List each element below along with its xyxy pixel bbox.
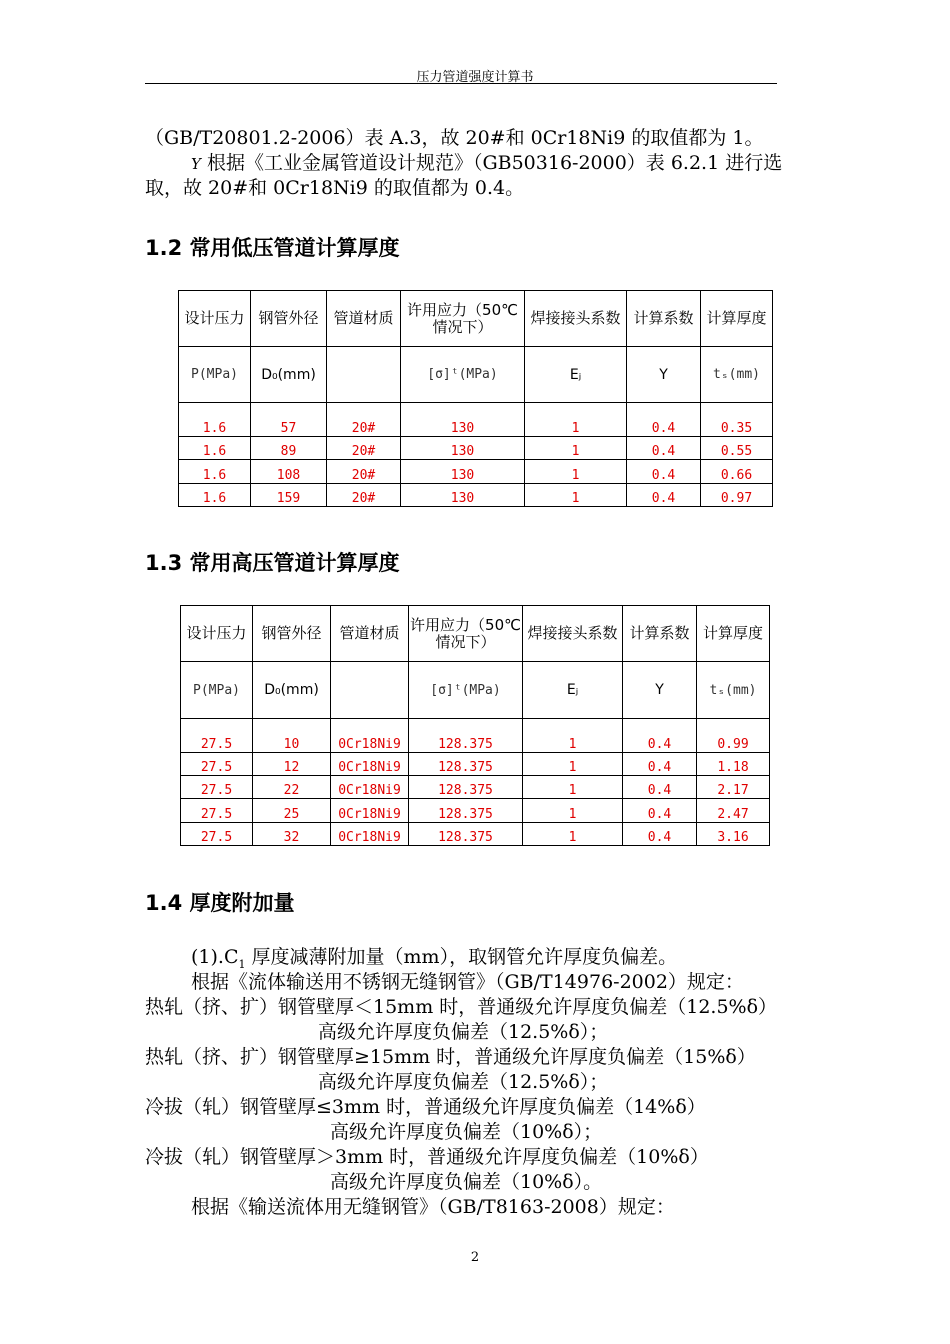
table-row [181,823,770,846]
cell: 3.16 [697,823,770,846]
table-row [181,776,770,799]
y-symbol: Y [191,155,201,173]
page-header-title: 压力管道强度计算书 [416,70,534,85]
cell: 130 [401,437,525,460]
cell: 20# [327,437,401,460]
table-row [181,799,770,823]
cell: 89 [251,437,327,460]
section-1-3-heading: 1.3 常用高压管道计算厚度 [145,551,400,575]
cell: 159 [251,484,327,507]
unit-diameter: D₀(mm) [253,662,331,719]
cell: 0.4 [623,719,697,753]
cell: 1 [525,484,627,507]
col-header-stress-line-2: 情况下） [432,317,493,336]
intro-line-2-text: 根据《工业金属管道设计规范》（GB50316-2000）表 6.2.1 进行选 [200,152,783,174]
cell: 27.5 [181,753,253,776]
high-pressure-table [180,605,770,846]
col-header-diameter: 钢管外径 [251,291,327,347]
cell: 25 [253,799,331,823]
cell: 1 [523,799,623,823]
table-row [181,753,770,776]
cell: 1 [523,823,623,846]
allowance-para-4: 高级允许厚度负偏差（12.5%δ）； [318,1021,609,1043]
col-header-stress-line-2: 情况下） [435,632,496,651]
allowance-para-2: 根据《流体输送用不锈钢无缝钢管》（GB/T14976-2002）规定： [191,971,744,993]
col-header-weld-factor: 焊接接头系数 [525,291,627,347]
cell: 0.4 [627,403,701,437]
cell: 20# [327,484,401,507]
cell: 22 [253,776,331,799]
cell: 0.4 [623,799,697,823]
cell: 0.99 [697,719,770,753]
unit-calc-coef: Y [627,347,701,403]
cell: 27.5 [181,799,253,823]
header-rule [145,83,777,84]
cell: 108 [251,460,327,484]
allowance-para-7: 冷拔（轧）钢管壁厚≤3mm 时，普通级允许厚度负偏差（14%δ） [145,1096,706,1118]
table-unit-row [181,662,770,719]
unit-pressure: P(MPa) [179,347,251,403]
unit-stress: [σ]ᵗ(MPa) [409,662,523,719]
cell: 20# [327,460,401,484]
cell: 1 [523,776,623,799]
table-row [181,719,770,753]
cell: 128.375 [409,799,523,823]
cell: 1.6 [179,403,251,437]
cell: 0.66 [701,460,773,484]
cell: 0Cr18Ni9 [331,719,409,753]
allowance-para-8: 高级允许厚度负偏差（10%δ）； [330,1121,603,1143]
cell: 27.5 [181,776,253,799]
page-number: 2 [470,1250,480,1265]
allowance-para-1-prefix: (1).C [191,946,239,968]
cell: 0.4 [623,776,697,799]
unit-thickness: tₛ(mm) [697,662,770,719]
cell: 0.4 [623,823,697,846]
intro-line-2 [191,151,782,176]
allowance-para-5: 热轧（挤、扩）钢管壁厚≥15mm 时，普通级允许厚度负偏差（15%δ） [145,1046,756,1068]
cell: 1 [523,719,623,753]
allowance-para-9: 冷拔（轧）钢管壁厚＞3mm 时，普通级允许厚度负偏差（10%δ） [145,1146,709,1168]
low-pressure-table [178,290,773,507]
allowance-para-11: 根据《输送流体用无缝钢管》（GB/T8163-2008）规定： [191,1196,675,1218]
cell: 2.17 [697,776,770,799]
allowance-para-10: 高级允许厚度负偏差（10%δ）。 [330,1171,603,1193]
allowance-para-6: 高级允许厚度负偏差（12.5%δ）； [318,1071,609,1093]
intro-line-1: （GB/T20801.2-2006）表 A.3，故 20#和 0Cr18Ni9 的取值都为 1。 [145,127,764,149]
cell: 1 [523,753,623,776]
table-row [179,437,773,460]
cell: 57 [251,403,327,437]
unit-calc-coef: Y [623,662,697,719]
col-header-weld-factor: 焊接接头系数 [523,606,623,662]
cell: 0.55 [701,437,773,460]
unit-thickness: tₛ(mm) [701,347,773,403]
cell: 128.375 [409,753,523,776]
unit-material [327,347,401,403]
cell: 1.6 [179,460,251,484]
cell: 130 [401,403,525,437]
table-unit-row [179,347,773,403]
unit-material [331,662,409,719]
cell: 0.4 [627,484,701,507]
cell: 0Cr18Ni9 [331,823,409,846]
cell: 10 [253,719,331,753]
cell: 130 [401,484,525,507]
col-header-stress-line-1: 许用应力（50℃ [407,300,518,319]
cell: 0.4 [623,753,697,776]
col-header-calc-thickness: 计算厚度 [697,606,770,662]
cell: 2.47 [697,799,770,823]
unit-weld-factor: Eⱼ [523,662,623,719]
table-row [179,460,773,484]
intro-line-3: 取，故 20#和 0Cr18Ni9 的取值都为 0.4。 [145,177,525,199]
unit-stress: [σ]ᵗ(MPa) [401,347,525,403]
cell: 32 [253,823,331,846]
cell: 0Cr18Ni9 [331,799,409,823]
col-header-calc-thickness: 计算厚度 [701,291,773,347]
unit-pressure: P(MPa) [181,662,253,719]
col-header-pressure: 设计压力 [179,291,251,347]
unit-diameter: D₀(mm) [251,347,327,403]
cell: 1.18 [697,753,770,776]
cell: 27.5 [181,719,253,753]
unit-weld-factor: Eⱼ [525,347,627,403]
cell: 130 [401,460,525,484]
cell: 0.97 [701,484,773,507]
cell: 12 [253,753,331,776]
col-header-calc-coef: 计算系数 [623,606,697,662]
cell: 20# [327,403,401,437]
cell: 128.375 [409,823,523,846]
cell: 0.4 [627,437,701,460]
col-header-calc-coef: 计算系数 [627,291,701,347]
col-header-material: 管道材质 [327,291,401,347]
cell: 0.35 [701,403,773,437]
table-row [179,403,773,437]
section-1-2-heading: 1.2 常用低压管道计算厚度 [145,236,400,260]
cell: 1 [525,403,627,437]
cell: 128.375 [409,776,523,799]
table-header-row [179,291,773,347]
col-header-stress [401,291,525,347]
cell: 1 [525,437,627,460]
col-header-diameter: 钢管外径 [253,606,331,662]
cell: 1.6 [179,437,251,460]
allowance-para-1-text: 厚度减薄附加量（mm），取钢管允许厚度负偏差。 [245,946,678,968]
cell: 1.6 [179,484,251,507]
table-row [179,484,773,507]
cell: 0.4 [627,460,701,484]
cell: 0Cr18Ni9 [331,776,409,799]
allowance-para-3: 热轧（挤、扩）钢管壁厚＜15mm 时，普通级允许厚度负偏差（12.5%δ） [145,996,778,1018]
cell: 1 [525,460,627,484]
table-header-row [181,606,770,662]
col-header-stress [409,606,523,662]
cell: 0Cr18Ni9 [331,753,409,776]
col-header-pressure: 设计压力 [181,606,253,662]
cell: 128.375 [409,719,523,753]
col-header-material: 管道材质 [331,606,409,662]
cell: 27.5 [181,823,253,846]
section-1-4-heading: 1.4 厚度附加量 [145,891,295,915]
allowance-para-1-sub: 1 [238,957,246,971]
col-header-stress-line-1: 许用应力（50℃ [410,615,521,634]
